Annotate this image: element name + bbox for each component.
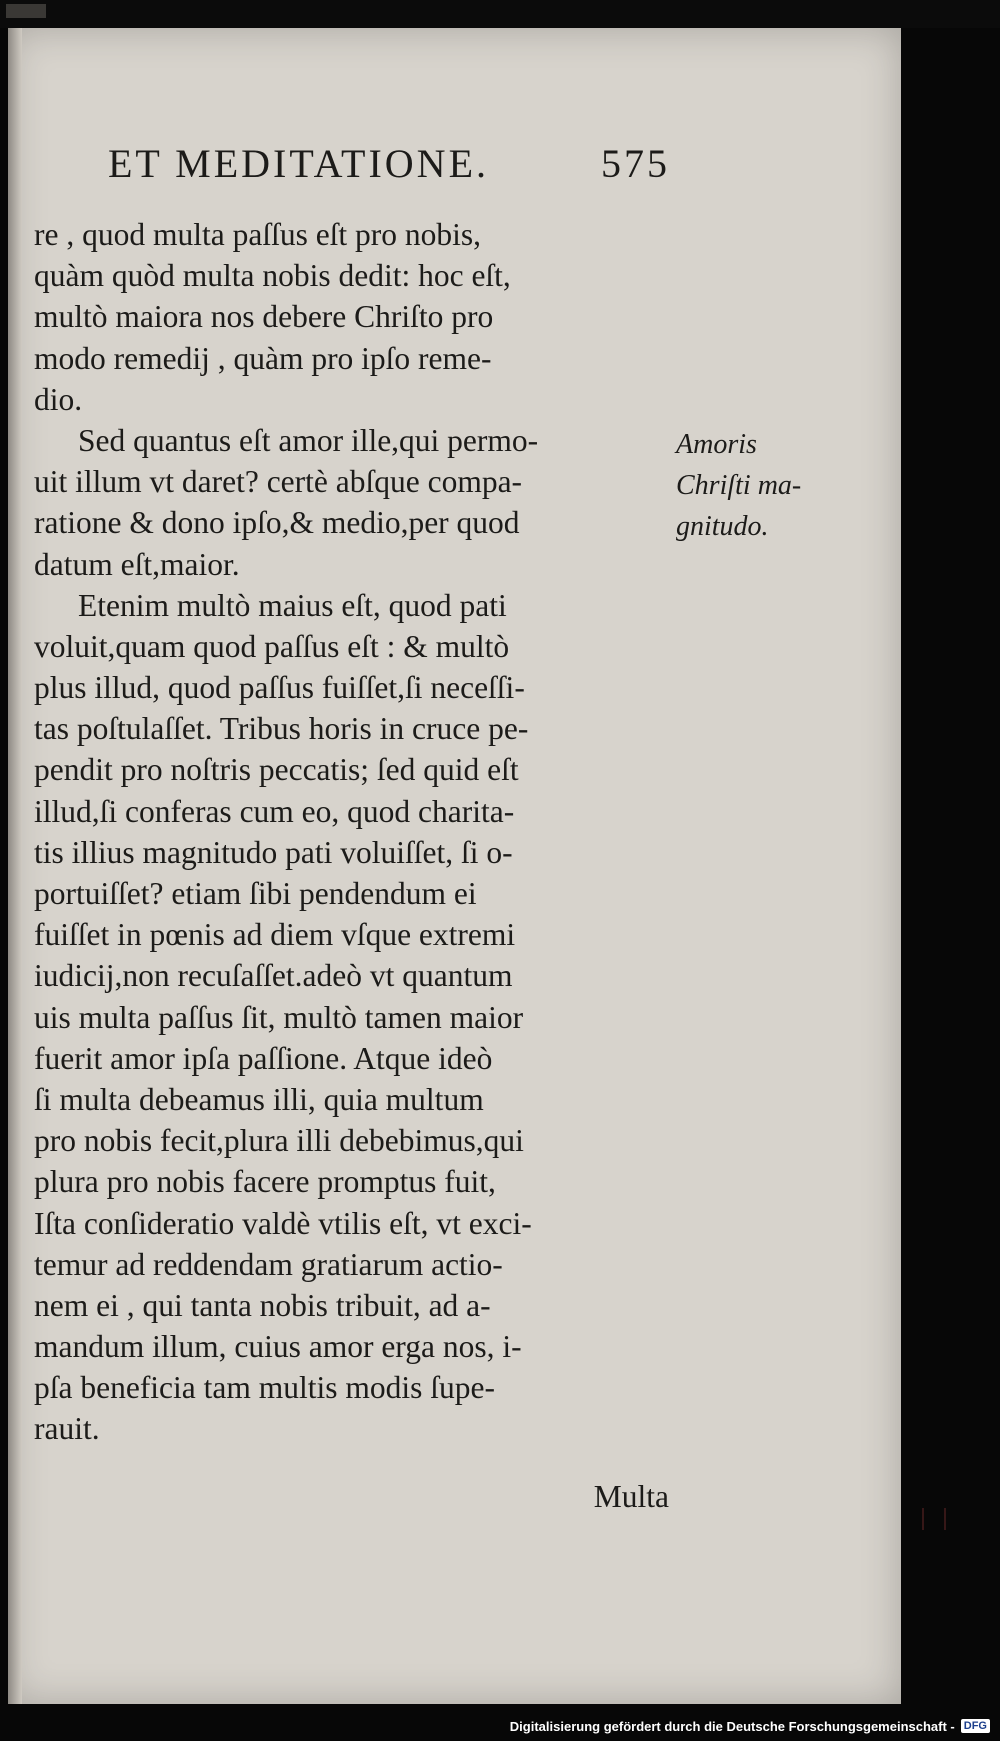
corner-mark — [6, 4, 46, 18]
text-line: Etenim multò maius eſt, quod pati — [78, 587, 507, 623]
text-line: multò maiora nos debere Chriſto pro — [34, 299, 494, 335]
body-text — [34, 214, 669, 1517]
text-line: ratione & dono ipſo,& medio,per quod — [34, 505, 520, 541]
margin-note — [676, 424, 856, 548]
dfg-logo-icon: DFG — [961, 1719, 990, 1733]
text-line: re , quod multa paſſus eſt pro nobis, — [34, 217, 482, 252]
text-line: tas poſtulaſſet. Tribus horis in cruce pe- — [34, 711, 529, 747]
text-line: voluit,quam quod paſſus eſt : & multò — [34, 628, 510, 664]
text-line: Sed quantus eſt amor ille,qui permo- — [78, 422, 539, 458]
text-line: plura pro nobis facere promptus fuit, — [34, 1164, 496, 1200]
page-binding-edge — [8, 28, 22, 1704]
text-line: modo remedij , quàm pro ipſo reme- — [34, 340, 492, 376]
catchword: Multa — [593, 1478, 669, 1514]
book-page — [8, 28, 901, 1704]
text-line: temur ad reddendam gratiarum actio- — [34, 1246, 503, 1282]
text-line: plus illud, quod paſſus fuiſſet,ſi neceſſi- — [34, 670, 525, 706]
digitization-credit: Digitalisierung gefördert durch die Deutsche Forschungsgemeinschaft - — [509, 1718, 955, 1734]
text-line: illud,ſi conferas cum eo, quod charita- — [34, 793, 515, 829]
text-line: datum eſt,maior. — [34, 546, 240, 582]
text-line: mandum illum, cuius amor erga nos, i- — [34, 1329, 522, 1365]
text-line: tis illius magnitudo pati voluiſſet, ſi o- — [34, 834, 513, 870]
margin-note-line: Chriſti ma- — [676, 470, 802, 502]
text-line: dio. — [34, 381, 83, 417]
page-number: 575 — [601, 141, 670, 186]
text-line: uit illum vt daret? certè abſque compa- — [34, 464, 523, 500]
scan-top-strip — [0, 0, 1000, 28]
text-line: ſi multa debeamus illi, quia multum — [34, 1081, 484, 1117]
margin-note-line: gnitudo. — [676, 511, 769, 543]
text-line: portuiſſet? etiam ſibi pendendum ei — [34, 876, 477, 911]
margin-note-line: Amoris — [676, 429, 757, 460]
text-line: nem ei , qui tanta nobis tribuit, ad a- — [34, 1287, 491, 1323]
text-line: uis multa paſſus ſit, multò tamen maior — [34, 999, 524, 1035]
text-line: pro nobis fecit,plura illi debebimus,qui — [34, 1123, 524, 1159]
digitization-footer — [510, 1715, 990, 1737]
text-line: pendit pro noſtris peccatis; ſed quid eſt — [34, 752, 519, 788]
text-line: iudicij,non recuſaſſet.adeò vt quantum — [34, 958, 513, 994]
text-line: rauit. — [34, 1411, 100, 1447]
page-header — [108, 140, 670, 190]
text-line: fuiſſet in pœnis ad diem vſque extremi — [34, 917, 516, 953]
text-line: fuerit amor ipſa paſſione. Atque ideò — [34, 1040, 493, 1076]
text-line: pſa beneficia tam multis modis ſupe- — [34, 1370, 496, 1406]
text-line: quàm quòd multa nobis dedit: hoc eſt, — [34, 258, 511, 294]
catchword-spacer — [34, 1450, 669, 1476]
text-line: Iſta conſideratio valdè vtilis eſt, vt exci- — [34, 1205, 532, 1241]
scan-edge-mark — [922, 1508, 946, 1530]
running-title: ET MEDITATIONE. — [108, 141, 489, 186]
